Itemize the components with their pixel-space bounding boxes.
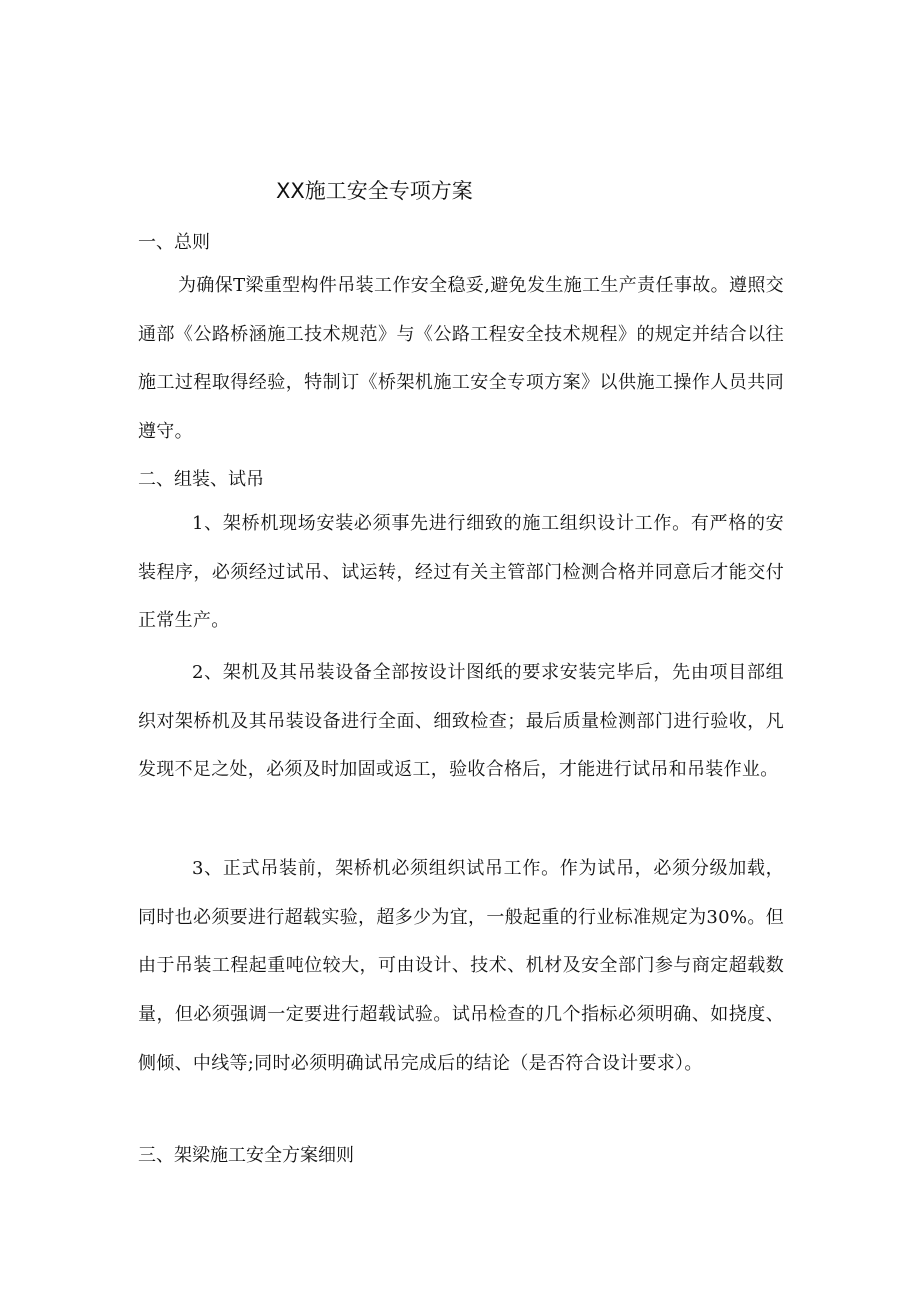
paragraph-assembly-item-2: 2、架机及其吊装设备全部按设计图纸的要求安装完毕后，先由项目部组织对架桥机及其吊装设备进行全面、细致检查；最后质量检测部门进行验收，凡发现不足之处，必须及时加固或返工，验收合格后，才能进行试吊和吊装作业。 (138, 662, 784, 781)
section-heading-erection-rules: 三、架梁施工安全方案细则 (138, 1145, 354, 1166)
section-heading-assembly-test-lift: 二、组装、试吊 (138, 469, 264, 490)
document-title: XX施工安全专项方案 (276, 179, 473, 203)
paragraph-assembly-item-1: 1、架桥机现场安装必须事先进行细致的施工组织设计工作。有严格的安装程序，必须经过试吊、试运转，经过有关主管部门检测合格并同意后才能交付正常生产。 (138, 513, 784, 632)
paragraph-assembly-item-3: 3、正式吊装前，架桥机必须组织试吊工作。作为试吊，必须分级加载，同时也必须要进行超载实验，超多少为宜，一般起重的行业标准规定为30%。但由于吊装工程起重吨位较大，可由设计、技术、机材及安全部门参与商定超载数量，但必须强调一定要进行超载试验。试吊检查的几个指标必须明确、如挠度、侧倾、中线等;同时必须明确试吊完成后的结论（是否符合设计要求）。 (138, 858, 784, 1074)
section-heading-general: 一、总则 (138, 232, 210, 253)
paragraph-general-purpose: 为确保T梁重型构件吊装工作安全稳妥,避免发生施工生产责任事故。遵照交通部《公路桥涵施工技术规范》与《公路工程安全技术规程》的规定并结合以往施工过程取得经验，特制订《桥架机施工安全专项方案》以供施工操作人员共同遵守。 (138, 275, 784, 443)
